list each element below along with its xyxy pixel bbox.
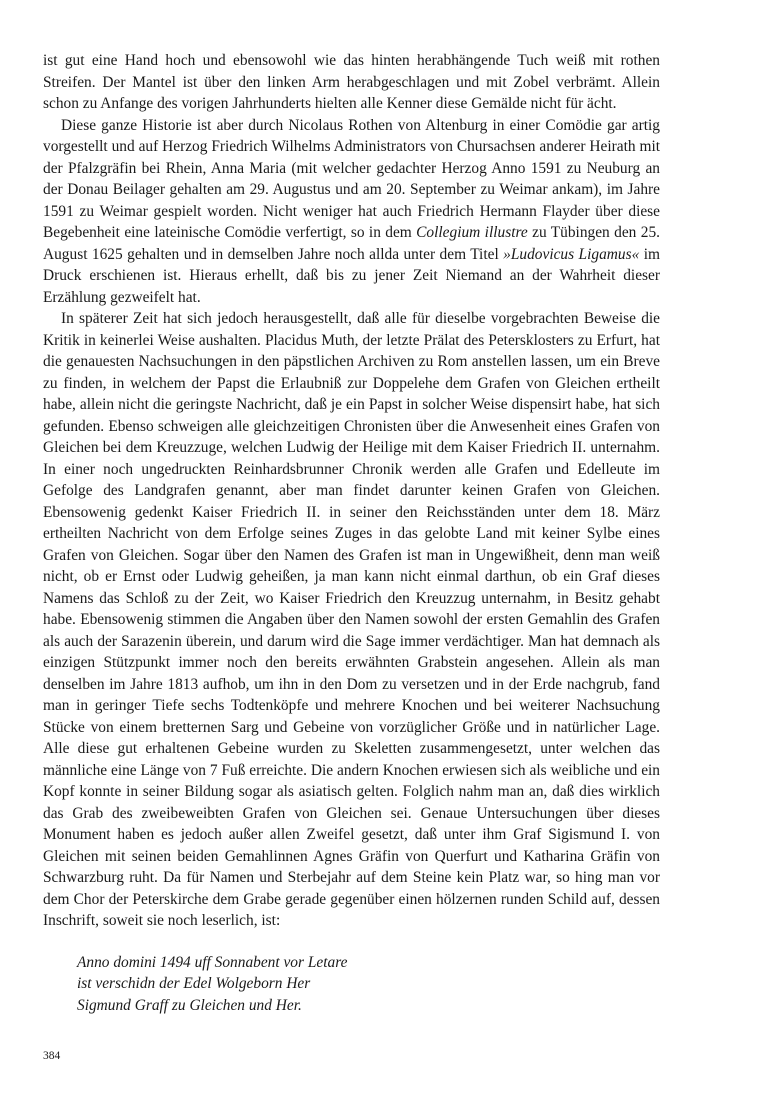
- paragraph: [43, 308, 660, 932]
- text-segment: zu Tübingen den 25. August 1625 gehalten und in demselben Jahre noch allda unter dem Titel: [43, 224, 660, 263]
- inscription-line: Sigmund Graff zu Gleichen und Her.: [77, 996, 302, 1014]
- text-segment: Diese ganze Historie ist aber durch Nicolaus Rothen von Altenburg in einer Comödie gar artig vorgestellt und auf Herzog Friedrich Wilhelms Administrators von Chursachsen anderer Heirath mit der Pfalzgräfin bei Rhein, Anna Maria (mit welcher gedachter Herzog Anno 1591 zu Neuburg an der Donau Beilager gehalten am 29. Augustus und am 20. September zu Weimar ankam), im Jahre 1591 zu Weimar gespielt worden. Nicht weniger hat auch Friedrich Hermann Flayder über diese Begebenheit eine lateinische Comödie verfertigt, so in dem: [43, 116, 660, 241]
- paragraph: [43, 115, 660, 309]
- page-body: [43, 50, 660, 1016]
- body-text: [43, 50, 660, 932]
- page-number: 384: [43, 1050, 61, 1062]
- inscription-block: [77, 952, 660, 1017]
- italic-title: Collegium illustre: [416, 224, 528, 241]
- text-segment: In späterer Zeit hat sich jedoch herausgestellt, daß alle für dieselbe vorgebrachten Beweise die Kritik in keinerlei Weise aushalten. Placidus Muth, der letzte Prälat des Petersklosters zu Erfurt, hat die genauesten Nachsuchungen in den päpstlichen Archiven zu Rom anstellen lassen, um ein Breve zu finden, in welchem der Papst die Erlaubniß zur Doppelehe dem Grafen von Gleichen ertheilt habe, allein nicht die geringste Nachricht, daß je ein Papst in solcher Weise dispensirt habe, hat sich gefunden. Ebenso schweigen alle gleichzeitigen Chronisten über die Anwesenheit eines Grafen von Gleichen bei dem Kreuzzuge, welchen Ludwig der Heilige mit dem Kaiser Friedrich II. unternahm. In einer noch ungedruckten Reinhardsbrunner Chronik werden alle Grafen und Edelleute im Gefolge des Landgrafen genannt, aber man findet darunter keinen Grafen von Gleichen. Ebensowenig gedenkt Kaiser Friedrich II. in seiner den Reichsständen unter dem 18. März ertheilten Nachricht von dem Erfolge seines Zuges in das gelobte Land mit keiner Sylbe eines Grafen von Gleichen. Sogar über den Namen des Grafen ist man in Ungewißheit, denn man weiß nicht, ob er Ernst oder Ludwig geheißen, ja man kann nicht einmal darthun, ob ein Graf dieses Namens das Schloß zu der Zeit, wo Kaiser Friedrich den Kreuzzug unternahm, in Besitz gehabt habe. Ebensowenig stimmen die Angaben über den Namen sowohl der ersten Gemahlin des Grafen als auch der Sarazenin überein, und darum wird die Sage immer verdächtiger. Man hat demnach als einzigen Stützpunkt immer noch den bereits erwähnten Grabstein angesehen. Allein als man denselben im Jahre 1813 aufhob, um ihn in den Dom zu versetzen und in der Erde nachgrub, fand man in geringer Tiefe sechs Todtenköpfe und mehrere Knochen und bei weiterer Nachsuchung Stücke von einem bretternen Sarg und Gebeine von vorzüglicher Größe und in natürlicher Lage. Alle diese gut erhaltenen Gebeine wurden zu Skeletten zusammengesetzt, unter welchen das männliche eine Länge von 7 Fuß erreichte. Die andern Knochen erwiesen sich als weibliche und ein Kopf konnte in seiner Bildung sogar als asiatisch gelten. Folglich nahm man an, daß dies wirklich das Grab des zweibeweibten Grafen von Gleichen sei. Genaue Untersuchungen über dieses Monument haben es jedoch außer allen Zweifel gesetzt, daß unter ihm Graf Sigismund I. von Gleichen mit seinen beiden Gemahlinnen Agnes Gräfin von Querfurt und Katharina Gräfin von Schwarzburg ruht. Da für Namen und Sterbejahr auf dem Steine kein Platz war, so hing man vor dem Chor der Peterskirche dem Grabe gerade gegenüber einen hölzernen runden Schild auf, dessen Inschrift, soweit sie noch leserlich, ist:: [43, 310, 660, 929]
- paragraph: [43, 50, 660, 115]
- inscription-line: Anno domini 1494 uff Sonnabent vor Letare: [77, 953, 348, 971]
- text-segment: ist gut eine Hand hoch und ebensowohl wie das hinten herabhängende Tuch weiß mit rothen Streifen. Der Mantel ist über den linken Arm herabgeschlagen und mit Zobel verbrämt. Allein schon zu Anfange des vorigen Jahrhunderts hielten alle Kenner diese Gemälde nicht für ächt.: [43, 52, 660, 112]
- text-segment: im Druck erschienen ist. Hieraus erhellt, daß bis zu jener Zeit Niemand an der Wahrheit dieser Erzählung gezweifelt hat.: [43, 245, 660, 306]
- italic-title: »Ludovicus Ligamus«: [503, 245, 640, 263]
- inscription-line: ist verschidn der Edel Wolgeborn Her: [77, 975, 311, 992]
